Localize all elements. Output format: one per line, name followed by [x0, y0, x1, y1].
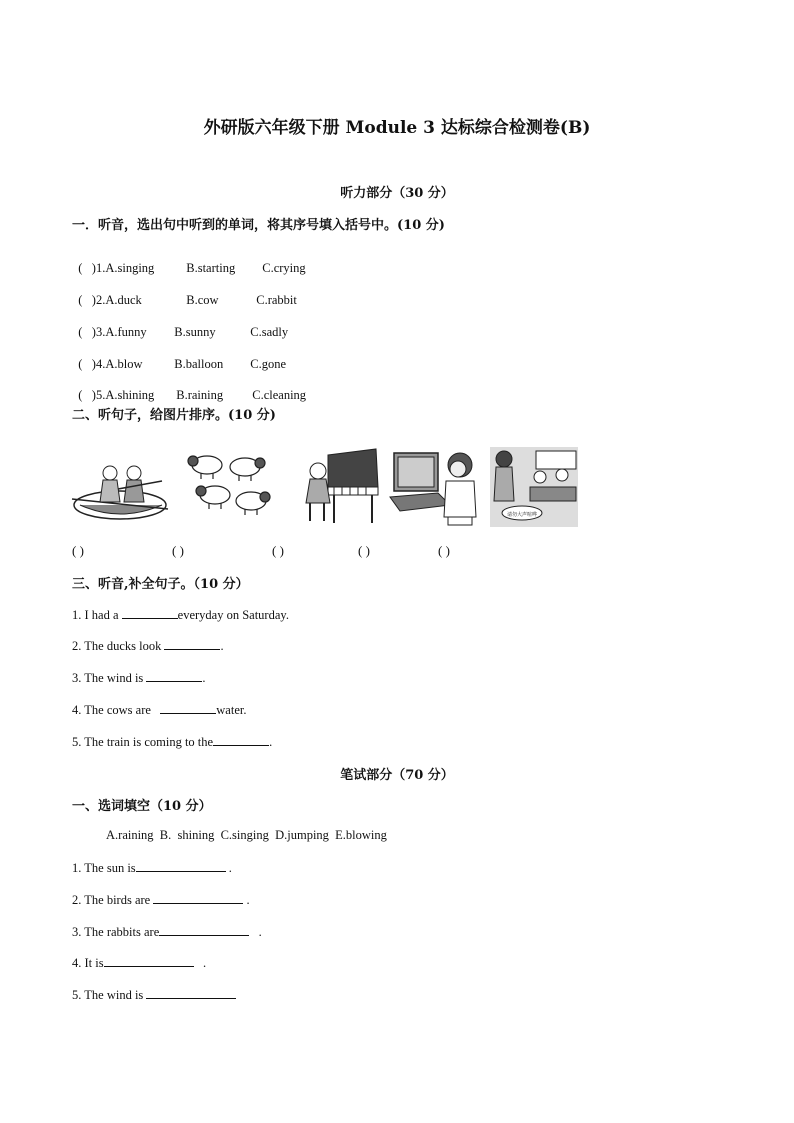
fill-sentence-4: 4. The cows are water. — [72, 703, 247, 717]
computer-picture — [388, 447, 478, 527]
classroom-sign-text: 请勿大声喧哗 — [506, 512, 538, 518]
sheep-picture — [185, 447, 275, 527]
fill-sentence-2: 2. The ducks look . — [72, 639, 224, 653]
order-bracket-1: ( ) — [72, 543, 84, 558]
classroom-picture — [490, 447, 578, 527]
question-number: ( )5.A.shining — [78, 388, 155, 402]
answer-blank[interactable] — [164, 637, 220, 650]
order-bracket-2: ( ) — [172, 543, 184, 558]
word-fill-5: 5. The wind is — [72, 986, 236, 1003]
question-number: ( )3.A.funny — [78, 325, 147, 339]
answer-blank[interactable] — [146, 669, 202, 682]
listening-part1-heading: 一．听音，选出句中听到的单词，将其序号填入括号中。(10 分) — [72, 218, 445, 233]
choice-question-1 — [72, 246, 306, 276]
word-bank: A.raining B. shining C.singing D.jumping E.blowing — [106, 828, 387, 842]
option-c: C.crying — [262, 261, 306, 275]
listening-part3-heading: 三、听音,补全句子。（10 分） — [72, 577, 249, 592]
option-b: B.balloon — [174, 357, 224, 371]
word-fill-3: 3. The rabbits are . — [72, 925, 262, 939]
option-c: C.cleaning — [252, 388, 307, 402]
choice-question-2 — [72, 278, 297, 308]
choice-question-3 — [72, 310, 288, 340]
answer-blank[interactable] — [146, 986, 236, 999]
listening-section-header: 听力部分（30 分） — [340, 186, 454, 201]
option-b: B.sunny — [174, 325, 216, 339]
boating-picture — [70, 447, 170, 527]
page-title: 外研版六年级下册 Module 3 达标综合检测卷(B) — [203, 118, 591, 138]
option-c: C.rabbit — [256, 293, 297, 307]
order-bracket-4: ( ) — [358, 543, 370, 558]
answer-blank[interactable] — [136, 859, 226, 872]
fill-sentence-5: 5. The train is coming to the . — [72, 735, 273, 749]
order-bracket-5: ( ) — [438, 543, 450, 558]
piano-picture — [298, 447, 380, 527]
choice-question-5 — [72, 373, 306, 403]
answer-blank[interactable] — [213, 733, 269, 746]
word-fill-2: 2. The birds are . — [72, 893, 250, 907]
word-fill-4: 4. It is . — [72, 956, 207, 970]
option-b: B.cow — [186, 293, 219, 307]
writing-part1-heading: 一、选词填空（10 分） — [72, 799, 212, 814]
question-number: ( )2.A.duck — [78, 293, 142, 307]
answer-blank[interactable] — [122, 606, 178, 619]
order-bracket-3: ( ) — [272, 543, 284, 558]
answer-blank[interactable] — [153, 891, 243, 904]
picture-row — [70, 447, 580, 529]
question-number: ( )1.A.singing — [78, 261, 155, 275]
word-fill-1: 1. The sun is . — [72, 861, 232, 875]
answer-blank[interactable] — [104, 954, 194, 967]
listening-part2-heading: 二、听句子，给图片排序。(10 分) — [72, 408, 276, 423]
option-c: C.gone — [250, 357, 287, 371]
answer-blank[interactable] — [160, 701, 216, 714]
writing-section-header: 笔试部分（70 分） — [340, 768, 454, 783]
option-b: B.starting — [186, 261, 236, 275]
option-c: C.sadly — [250, 325, 289, 339]
choice-question-4 — [72, 342, 286, 372]
question-number: ( )4.A.blow — [78, 357, 143, 371]
fill-sentence-3: 3. The wind is . — [72, 671, 206, 685]
answer-blank[interactable] — [159, 923, 249, 936]
fill-sentence-1: 1. I had a everyday on Saturday. — [72, 608, 289, 622]
option-b: B.raining — [176, 388, 224, 402]
